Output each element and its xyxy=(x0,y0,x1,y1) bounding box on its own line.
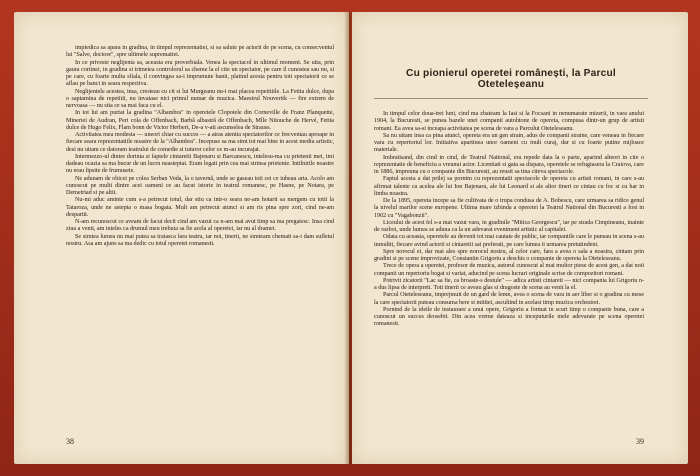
paragraph: Ne adunam de obicei pe colea Serban Voda, la o tavernă, unde se gaseau toti cei ce iubeau arta. Acolo am cunoscut pe multi dintre acei oameni ce au facut istorie in teatrul romanesc, pe Hasne, pe Notara, pe Demetriad si pe altii. xyxy=(66,174,334,196)
page-number-left: 38 xyxy=(66,437,74,446)
paragraph: Faptul acesta a dat prilej sa pornim cu reprezentatii spectacole de opereta cu artisti romani, in care s-au afirmat talente ca acelea ale lui Ion Bajenaru, ale lui Leonard si ale altor tineri ce cintau cu foc si cu har in limba noastra. xyxy=(374,175,644,197)
paragraph: Liceului de acest fel s-a mai vazut vara, in gradinile "Mitica Georgescu", iar pe strada Cimpineanu, inainte de razboi, unde lumea se aduna ca la un adevarat eveniment artistic al capitalei. xyxy=(374,218,644,233)
paragraph: Imbratisand, din cind in cind, de Teatrul National, era repede data la o parte, aparind alteori in cite o reprezentatie de beneficiu a vreunui actor. Licentiati si gata sa dispara, operetele se refugiasera la Craiova, care in 1886, impreuna cu o companie din Bucuresti, au reusit sa tina citeva spectacole. xyxy=(374,153,644,175)
paragraph: In tot lui am purtat la gradina "Alhambra" in operetele Clopotele din Corneville de Franz Planquette, Mineriei de Audran, Peri cola de Offenbach, Barbă albastră de Offenbach, Mlle Nitouche de Hervé, Fetita dulce de Hugo Felix, Flam bonn de Victor Herbert, De-a v-ati ascunselea de Strauss. xyxy=(66,109,334,131)
paragraph: Trece de opera a operetei, profesor de muzica, autorul cunoscut al mai multor piese de acest gen, a dat noii companii un repertoriu bogat si variat, aducind pe scena lucrari originale scrise de compozitori romani. xyxy=(374,262,644,277)
paragraph: Activitatea mea modesta — uneori chiar cu succes — a atras atentia spectatorilor ce frecventau aproape in fiecare seara reprezentatiile noastre de la "Alhambra". Incepuse sa ma simt tot mai bine in acest mediu artistic, desi nu uitam ce datoram teatrului de comedie si tuturor celor ce m-au incurajat. xyxy=(66,131,334,153)
title-divider xyxy=(374,98,648,99)
paragraph: Se simtea lumea nu mai putea sa traiasca fara teatru, iar noi, tinerii, ne simteam chemati sa-i dam sufletul nostru. Asa am ajuns sa ma dedic cu totul operetei romanesti. xyxy=(66,232,334,247)
paragraph: In ce priveste neglijenta sa, aceasta era proverbiala. Venea la spectacol in ultimul moment. Se uita, prin gaura cortinei, in gradina si trimetea controlorul sa cheme la el cite un spectator, pe care il cunostea sau nu, si pe care, cu foarte multa sfiala, il convingea sa-i imprumute banii, platind acesta pentru toti spectatorii ce se aflau pe banci in seara respectiva. xyxy=(66,58,334,88)
right-page xyxy=(352,12,688,464)
paragraph: Neglijentele acestea, insa, cresteau cu cit si lui Murgeanu nu-i mai placea repetitiile. La Fetita dulce, dupa o saptamina de repetitii, nu invatase nici primul numar de muzica. Maestrul Nouveritk — fire extrem de nervoasa — nu stia ce sa mai faca cu el. xyxy=(66,87,334,109)
paragraph: In timpul celor doua-trei luni, cind ma zbateam la Iasi si la Focsani in nenumarate mizerii, in vara anului 1904, la Bucuresti, se punea bazele unei companii autohtone de opereta, compusa dintr-un grup de artisti romani. Ea avea sa-si inceapa activitatea pe scena de vara a Parcului Oteteleseanu. xyxy=(374,110,644,132)
paragraph: Potrivit zicatorii "Lac sa fie, ca broaste-s destule" — adica artisti cintareti — nici compania lui Grigoriu n-a dus lipsa de interpreti. Toti tinerii ce aveau glas si dragoste de scena au venit la el. xyxy=(374,276,644,291)
paragraph: De la 1895, opereta incepe sa fie cultivata de o trupa condusa de A. Bobescu, care urmarea sa ridice genul la nivelul marilor scene europene. Ultima mare izbinda a operetei la Teatrul National din Bucuresti a fost in 1902 cu "Vagabonzii". xyxy=(374,197,644,219)
left-page xyxy=(14,12,348,464)
paragraph: N-am recunoscut ce aveam de facut decit cind am vazut ca n-am mai avut timp sa ma pregatesc. Insa cind ziua a venit, am inteles ca drumul meu trebuia sa fie acela al operetei, iar nu al dramei. xyxy=(66,218,334,233)
paragraph: Parcul Oteteleseanu, imprejmuit de un gard de lemn, avea o scena de vara in aer liber si o gradina cu mese la care spectatorii puteau consuma bere si mititei, ascultind in acelasi timp muzica orchestrei. xyxy=(374,291,644,306)
paragraph: Spre norocul ei, dar mai ales spre norocul nostru, al celor care, fara a avea o sala a noastra, cintam prin gradini si pe scene improvizate, Constantin Grigoriu a deschis o companie de opereta la Oteteleseanu. xyxy=(374,247,644,262)
paragraph: Intermezzo-ul dintre dorinta si faptele cintaretii Bajenaru si Barcanescu, intelesu-ma cu prietenii mei, imi dadeau ocazia sa ma bucur de un lucru neasteptat. Eram legati prin cea mai strinsa prietenie. Intilnirile noastre nu erau lipsite de frumusete. xyxy=(66,152,334,175)
paragraph: Sa nu uitam insa ca pina atunci, opereta era un gen strain, adus de companii straine, care veneau in fiecare vara cu repertoriul lor. Initiativa apartinea unor oameni cu mult curaj, dar si cu foarte putine mijloace materiale. xyxy=(374,131,644,154)
paragraph: impiedica sa apara in gradina, in timpul reprezentatiei, si sa salute pe actorii de pe scena, cu consecventul lui "Salve, doctore", spre ultimele suprematiei. xyxy=(66,44,334,59)
paragraph: Nu-mi aduc aminte cum s-a petrecut totul, dar stiu ca intr-o seara ne-am hotarit sa mergem cu totii la Tataroza, unde ne astepta o masa bogata. Mult am petrecut atunci si am ris pina spre zori, cind ne-am despartit. xyxy=(66,196,334,218)
right-page-text xyxy=(374,110,644,328)
page-number-right: 39 xyxy=(636,437,644,446)
paragraph: Odata cu aceasta, operetele au devenit tot mai cautate de public, iar companiile care le puneau in scena s-au inmultit, fiecare avind actorii si cintaretii sai preferati, pe care lumea ii urmarea pretutindeni. xyxy=(374,233,644,248)
paragraph: Pornind de la ideile de instaurare a unui opere, Grigoriu a format in scurt timp o companie buna, care a cunoscut un succes deosebit. Din acea vreme dateaza si inceputurile mele adevarate pe scena operetei romanesti. xyxy=(374,305,644,328)
chapter-title: Cu pionierul operetei românești, la Parcul Oteteleșeanu xyxy=(406,68,616,90)
left-page-text xyxy=(66,44,334,247)
